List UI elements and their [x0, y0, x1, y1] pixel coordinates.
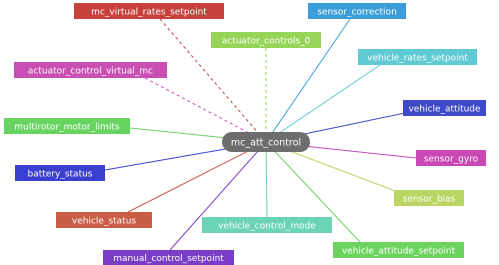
node-label: sensor_bias: [402, 194, 456, 205]
edge-vehicle-control-mode: [266, 142, 267, 217]
node-actuator-control-virtual-mc[interactable]: [14, 62, 167, 78]
node-multirotor-motor-limits[interactable]: [4, 118, 130, 134]
node-label: battery_status: [27, 169, 93, 180]
node-vehicle-attitude[interactable]: [403, 100, 486, 116]
node-vehicle-rates-setpoint[interactable]: [358, 49, 477, 65]
node-label: sensor_gyro: [423, 154, 479, 165]
node-manual-control-setpoint[interactable]: [103, 250, 234, 265]
node-battery-status[interactable]: [15, 165, 105, 181]
node-vehicle-control-mode[interactable]: [202, 217, 332, 233]
node-label: vehicle_attitude: [408, 104, 481, 115]
node-vehicle-attitude-setpoint[interactable]: [333, 242, 464, 258]
node-vehicle-status[interactable]: [56, 212, 152, 228]
node-label: actuator_control_virtual_mc: [27, 66, 154, 77]
node-label: vehicle_attitude_setpoint: [341, 246, 456, 257]
node-sensor-gyro[interactable]: [416, 150, 486, 166]
center-node-label: mc_att_control: [230, 137, 302, 149]
node-label: vehicle_control_mode: [218, 221, 316, 232]
node-label: mc_virtual_rates_setpoint: [91, 7, 207, 18]
node-actuator-controls-0[interactable]: [211, 32, 321, 48]
node-label: sensor_correction: [317, 7, 397, 18]
node-label: manual_control_setpoint: [113, 254, 224, 264]
edge-manual-control-setpoint: [170, 142, 266, 250]
node-mc-virtual-rates-setpoint[interactable]: [74, 3, 224, 19]
node-label: actuator_controls_0: [221, 36, 311, 47]
node-sensor-correction[interactable]: [308, 3, 406, 19]
node-label: multirotor_motor_limits: [14, 122, 120, 133]
node-label: vehicle_rates_setpoint: [367, 53, 468, 64]
center-node[interactable]: [222, 132, 310, 152]
edge-vehicle-status: [128, 142, 266, 212]
node-sensor-bias[interactable]: [394, 190, 464, 206]
node-label: vehicle_status: [71, 216, 137, 227]
